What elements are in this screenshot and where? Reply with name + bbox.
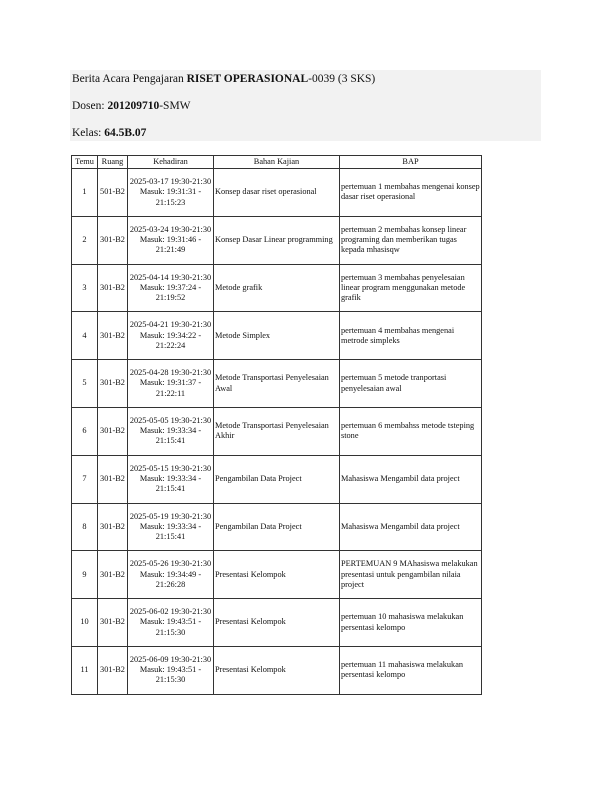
cell-bap: pertemuan 4 membahas mengenai metrode simpleks	[340, 312, 482, 360]
cell-ruang: 301-B2	[98, 407, 128, 455]
cell-bahan-kajian: Presentasi Kelompok	[214, 599, 340, 647]
table-row	[72, 646, 482, 694]
cell-jadwal: 2025-05-26 19:30-21:30	[129, 559, 212, 569]
table-row	[72, 599, 482, 647]
cell-ruang: 301-B2	[98, 551, 128, 599]
cell-ruang: 301-B2	[98, 264, 128, 312]
table-row	[72, 551, 482, 599]
cell-bahan-kajian: Presentasi Kelompok	[214, 551, 340, 599]
cell-bahan-kajian: Konsep Dasar Linear programming	[214, 216, 340, 264]
cell-masuk: Masuk: 19:43:51 - 21:15:30	[139, 665, 202, 685]
cell-kehadiran	[128, 503, 214, 551]
cell-kehadiran	[128, 599, 214, 647]
class-line	[72, 127, 146, 139]
cell-temu: 4	[72, 312, 98, 360]
table-row	[72, 216, 482, 264]
table-row	[72, 455, 482, 503]
cell-bap: pertemuan 5 metode tranportasi penyelesaian awal	[340, 360, 482, 408]
cell-masuk: Masuk: 19:33:34 - 21:15:41	[139, 426, 202, 446]
cell-ruang: 301-B2	[98, 360, 128, 408]
cell-masuk: Masuk: 19:31:37 - 21:22:11	[139, 378, 202, 398]
cell-temu: 5	[72, 360, 98, 408]
cell-masuk: Masuk: 19:34:22 - 21:22:24	[139, 330, 202, 350]
cell-kehadiran	[128, 551, 214, 599]
attendance-table	[71, 155, 482, 695]
lecturer-line	[72, 100, 191, 112]
cell-bahan-kajian: Pengambilan Data Project	[214, 503, 340, 551]
report-title	[72, 73, 375, 85]
cell-bahan-kajian: Metode grafik	[214, 264, 340, 312]
cell-temu: 9	[72, 551, 98, 599]
cell-bahan-kajian: Metode Simplex	[214, 312, 340, 360]
header-bahan-kajian: Bahan Kajian	[214, 156, 340, 169]
cell-temu: 8	[72, 503, 98, 551]
lecturer-code: -SMW	[159, 100, 191, 112]
cell-kehadiran	[128, 312, 214, 360]
table-row	[72, 503, 482, 551]
cell-bahan-kajian: Metode Transportasi Penyelesaian Awal	[214, 360, 340, 408]
title-prefix: Berita Acara Pengajaran	[72, 73, 187, 85]
cell-jadwal: 2025-05-05 19:30-21:30	[129, 416, 212, 426]
cell-jadwal: 2025-03-17 19:30-21:30	[129, 177, 212, 187]
cell-masuk: Masuk: 19:31:46 - 21:21:49	[139, 235, 202, 255]
cell-masuk: Masuk: 19:43:51 - 21:15:30	[139, 617, 202, 637]
cell-ruang: 301-B2	[98, 646, 128, 694]
cell-bahan-kajian: Presentasi Kelompok	[214, 646, 340, 694]
cell-kehadiran	[128, 407, 214, 455]
course-name: RISET OPERASIONAL	[186, 73, 309, 85]
class-value: 64.5B.07	[104, 127, 147, 139]
cell-bap: pertemuan 6 membahss metode tsteping stone	[340, 407, 482, 455]
lecturer-label: Dosen:	[72, 100, 108, 112]
cell-bahan-kajian: Konsep dasar riset operasional	[214, 169, 340, 217]
cell-ruang: 501-B2	[98, 169, 128, 217]
cell-ruang: 301-B2	[98, 599, 128, 647]
cell-temu: 6	[72, 407, 98, 455]
table-row	[72, 407, 482, 455]
table-row	[72, 264, 482, 312]
cell-bap: pertemuan 11 mahasiswa melakukan persentasi kelompo	[340, 646, 482, 694]
cell-ruang: 301-B2	[98, 312, 128, 360]
cell-jadwal: 2025-05-19 19:30-21:30	[129, 511, 212, 521]
cell-temu: 2	[72, 216, 98, 264]
cell-masuk: Masuk: 19:37:24 - 21:19:52	[139, 282, 202, 303]
cell-bap: PERTEMUAN 9 MAhasiswa melakukan presentasi untuk pengambilan nilaia project	[340, 551, 482, 599]
cell-bap: pertemuan 1 membahas mengenai konsep dasar riset operasional	[340, 169, 482, 217]
cell-jadwal: 2025-03-24 19:30-21:30	[129, 224, 212, 234]
cell-temu: 1	[72, 169, 98, 217]
cell-masuk: Masuk: 19:31:31 - 21:15:23	[139, 187, 202, 207]
cell-temu: 10	[72, 599, 98, 647]
cell-jadwal: 2025-06-02 19:30-21:30	[129, 607, 212, 617]
cell-ruang: 301-B2	[98, 503, 128, 551]
cell-bap: pertemuan 3 membahas penyelesaian linear program menggunakan metode grafik	[340, 264, 482, 312]
table-row	[72, 360, 482, 408]
table-header-row	[72, 156, 482, 169]
cell-temu: 11	[72, 646, 98, 694]
header-bap: BAP	[340, 156, 482, 169]
cell-jadwal: 2025-06-09 19:30-21:30	[129, 655, 212, 665]
report-header	[70, 70, 541, 141]
cell-masuk: Masuk: 19:33:34 - 21:15:41	[139, 521, 202, 542]
cell-bap: pertemuan 10 mahasiswa melakukan persentasi kelompo	[340, 599, 482, 647]
cell-bahan-kajian: Pengambilan Data Project	[214, 455, 340, 503]
lecturer-id: 201209710	[107, 100, 160, 112]
cell-kehadiran	[128, 264, 214, 312]
cell-ruang: 301-B2	[98, 455, 128, 503]
cell-kehadiran	[128, 216, 214, 264]
cell-jadwal: 2025-04-21 19:30-21:30	[129, 320, 212, 330]
cell-masuk: Masuk: 19:33:34 - 21:15:41	[139, 474, 202, 494]
cell-ruang: 301-B2	[98, 216, 128, 264]
cell-jadwal: 2025-05-15 19:30-21:30	[129, 463, 212, 473]
table-row	[72, 169, 482, 217]
cell-kehadiran	[128, 360, 214, 408]
header-kehadiran: Kehadiran	[128, 156, 214, 169]
class-label: Kelas:	[72, 127, 105, 139]
cell-kehadiran	[128, 455, 214, 503]
header-ruang: Ruang	[98, 156, 128, 169]
cell-bahan-kajian: Metode Transportasi Penyelesaian Akhir	[214, 407, 340, 455]
cell-temu: 7	[72, 455, 98, 503]
cell-bap: Mahasiswa Mengambil data project	[340, 455, 482, 503]
cell-bap: pertemuan 2 membahas konsep linear programing dan memberikan tugas kepada mhasisqw	[340, 216, 482, 264]
header-temu: Temu	[72, 156, 98, 169]
cell-kehadiran	[128, 646, 214, 694]
table-row	[72, 312, 482, 360]
cell-masuk: Masuk: 19:34:49 - 21:26:28	[139, 569, 202, 589]
cell-jadwal: 2025-04-28 19:30-21:30	[129, 368, 212, 378]
cell-jadwal: 2025-04-14 19:30-21:30	[129, 272, 212, 282]
cell-temu: 3	[72, 264, 98, 312]
cell-bap: Mahasiswa Mengambil data project	[340, 503, 482, 551]
cell-kehadiran	[128, 169, 214, 217]
course-code: -0039 (3 SKS)	[308, 73, 376, 85]
